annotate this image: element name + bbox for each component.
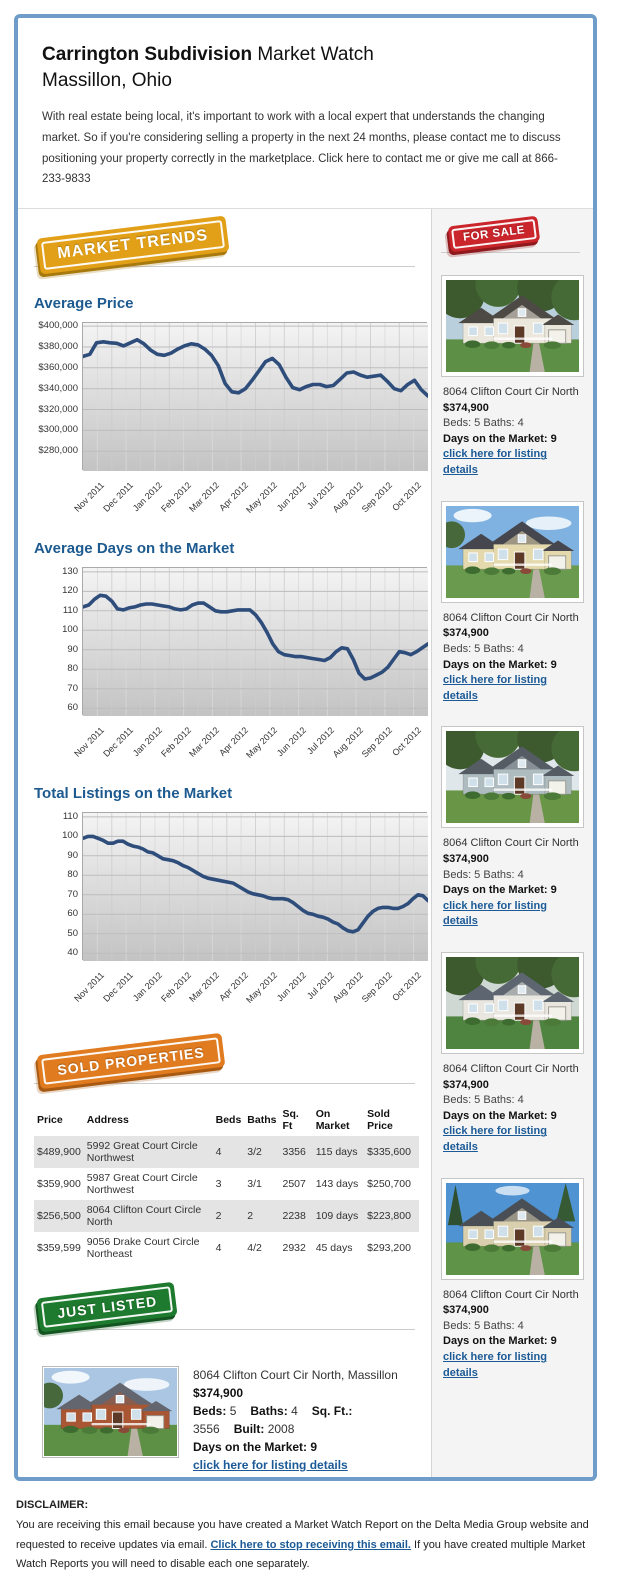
- x-tick-label: Oct 2012: [389, 970, 423, 1003]
- built-value: 2008: [267, 1422, 295, 1437]
- x-tick-label: Mar 2012: [187, 480, 222, 514]
- y-tick-label: 70: [67, 682, 78, 694]
- x-tick-label: Jun 2012: [274, 480, 308, 514]
- beds-value: 5: [229, 1404, 237, 1419]
- y-tick-label: 90: [67, 643, 78, 655]
- col-soldprice: Sold Price: [367, 1108, 393, 1133]
- property-photo[interactable]: [441, 726, 584, 828]
- listing-details: [441, 377, 584, 479]
- newsletter-container: [14, 14, 597, 1481]
- listing-details-link[interactable]: click here for listing details: [443, 674, 547, 702]
- x-tick-label: Dec 2011: [101, 725, 136, 759]
- x-tick-label: Mar 2012: [187, 970, 222, 1004]
- listing-beds-baths: Beds: 5 Baths: 4: [443, 868, 524, 881]
- y-tick-label: $380,000: [38, 341, 78, 352]
- sold-properties-section-header: [34, 1040, 419, 1098]
- cell-address: 9056 Drake Court Circle Northeast: [86, 1236, 200, 1261]
- days-on-market: Days on the Market: 9: [443, 1335, 557, 1348]
- unsubscribe-link[interactable]: Click here to stop receiving this email.: [210, 1538, 411, 1551]
- days-on-market: Days on the Market: 9: [443, 432, 557, 445]
- listing-details: [441, 1054, 584, 1156]
- property-photo[interactable]: [441, 275, 584, 377]
- listing-details: [441, 1280, 584, 1382]
- x-tick-label: Sep 2012: [359, 725, 394, 760]
- x-tick-label: Feb 2012: [158, 970, 193, 1004]
- cell-address: 5992 Great Court Circle Northwest: [84, 1136, 213, 1168]
- built-label: Built:: [233, 1422, 265, 1437]
- just-listed-details: [179, 1366, 411, 1474]
- cell-sqft: 3356: [279, 1136, 312, 1168]
- cell-onmarket: 115 days: [313, 1136, 364, 1168]
- x-tick-label: Aug 2012: [330, 725, 366, 760]
- cell-onmarket: 143 days: [315, 1178, 359, 1191]
- footer-disclaimer: [16, 1496, 604, 1575]
- baths-value: 4: [291, 1404, 298, 1419]
- cell-price: $359,900: [37, 1178, 81, 1191]
- listing-beds-baths: Beds: 5 Baths: 4: [443, 642, 524, 655]
- listing-details-link[interactable]: click here for listing details: [443, 899, 547, 928]
- listing-price: $374,900: [193, 1386, 244, 1401]
- x-tick-label: Aug 2012: [330, 480, 366, 515]
- days-on-market: Days on the Market: 9: [193, 1440, 318, 1455]
- x-axis-labels: [72, 474, 427, 526]
- divider: [441, 252, 580, 253]
- just-listed-badge-label: JUST LISTED: [41, 1286, 174, 1328]
- for-sale-listing: [441, 1178, 584, 1382]
- market-trends-section-header: [34, 223, 419, 281]
- x-tick-label: Jan 2012: [130, 725, 164, 759]
- y-tick-label: 80: [67, 663, 78, 675]
- cell-baths: 3/1: [247, 1178, 262, 1191]
- for-sale-sidebar: [431, 209, 593, 1481]
- divider: [34, 1083, 415, 1084]
- x-axis-labels: [72, 719, 427, 771]
- sold-properties-badge-label: SOLD PROPERTIES: [41, 1037, 221, 1085]
- x-tick-label: Oct 2012: [389, 480, 423, 513]
- x-tick-label: Jan 2012: [130, 480, 164, 514]
- x-tick-label: Mar 2012: [187, 725, 222, 759]
- x-tick-label: Jan 2012: [130, 970, 164, 1004]
- x-tick-label: Nov 2011: [72, 480, 107, 514]
- for-sale-badge: [448, 216, 541, 253]
- y-axis-labels: [34, 567, 78, 715]
- cell-onmarket: 109 days: [313, 1200, 364, 1232]
- sold-properties-table: [34, 1104, 419, 1264]
- x-tick-label: Aug 2012: [330, 970, 366, 1005]
- y-tick-label: 130: [62, 565, 78, 577]
- x-tick-label: Jun 2012: [274, 970, 308, 1004]
- chart-average-days: [34, 565, 423, 771]
- y-tick-label: 70: [67, 888, 78, 900]
- y-tick-label: 80: [67, 869, 78, 881]
- listing-address: 8064 Clifton Court Cir North: [443, 386, 579, 399]
- y-tick-label: 100: [62, 624, 78, 636]
- listing-beds-baths: Beds: 5 Baths: 4: [443, 1319, 524, 1332]
- days-on-market: Days on the Market: 9: [443, 658, 557, 671]
- listing-details-link[interactable]: click here for listing details: [443, 1125, 547, 1154]
- table-row: [34, 1232, 419, 1264]
- disclaimer-text-before: You are receiving this email because you have created a Market Watch Report on the Delta Media Group website and requested to receive updates via email.: [16, 1518, 589, 1551]
- x-tick-label: Oct 2012: [389, 725, 423, 758]
- cell-soldprice: $250,700: [367, 1178, 411, 1191]
- cell-beds: 2: [213, 1200, 245, 1232]
- x-tick-label: Jul 2012: [305, 725, 337, 757]
- cell-baths: 3/2: [244, 1136, 279, 1168]
- x-tick-label: Nov 2011: [72, 970, 107, 1004]
- table-row: [34, 1168, 419, 1200]
- page-subtitle: Massillon, Ohio: [42, 69, 172, 91]
- y-tick-label: 90: [67, 849, 78, 861]
- y-tick-label: $400,000: [38, 320, 78, 332]
- x-tick-label: May 2012: [243, 970, 279, 1006]
- chart-title-average-price: Average Price: [34, 295, 134, 313]
- listing-address: 8064 Clifton Court Cir North: [443, 1063, 579, 1075]
- y-tick-label: 60: [67, 908, 78, 920]
- just-listed-badge: [36, 1282, 178, 1333]
- listing-beds-baths: Beds: 5 Baths: 4: [443, 417, 524, 430]
- y-tick-label: $320,000: [38, 403, 78, 415]
- for-sale-listing: [441, 726, 584, 930]
- for-sale-listing: [441, 275, 584, 479]
- listing-price: $374,900: [443, 1078, 489, 1091]
- page-title: [42, 42, 569, 68]
- cell-beds: 4: [213, 1136, 245, 1168]
- y-tick-label: 40: [67, 947, 78, 959]
- listing-details-link[interactable]: click here for listing details: [443, 1351, 547, 1379]
- disclaimer-label: DISCLAIMER:: [16, 1499, 89, 1511]
- listing-address: 8064 Clifton Court Cir North, Massillon: [193, 1368, 398, 1383]
- x-tick-label: May 2012: [243, 480, 279, 516]
- cell-beds: 3: [215, 1178, 222, 1191]
- main-column: [18, 209, 431, 1481]
- cell-soldprice: $223,800: [364, 1200, 419, 1232]
- cell-soldprice: $335,600: [364, 1136, 419, 1168]
- chart-average-price: [34, 320, 423, 526]
- listing-beds-baths: Beds: 5 Baths: 4: [443, 1094, 524, 1107]
- listing-details-link[interactable]: click here for listing details: [193, 1458, 348, 1473]
- x-tick-label: Jun 2012: [274, 725, 308, 759]
- table-row: [34, 1200, 419, 1232]
- listing-details-link[interactable]: click here for listing details: [443, 448, 547, 477]
- cell-sqft: 2507: [282, 1178, 306, 1191]
- chart-title-average-days: Average Days on the Market: [34, 540, 235, 558]
- market-trends-badge-label: MARKET TRENDS: [41, 220, 225, 270]
- x-tick-label: May 2012: [243, 725, 279, 761]
- col-address: Address: [86, 1114, 129, 1127]
- x-tick-label: Feb 2012: [158, 725, 193, 759]
- property-photo[interactable]: [441, 1178, 584, 1280]
- y-tick-label: 110: [62, 810, 78, 822]
- listing-address: 8064 Clifton Court Cir North: [443, 837, 579, 850]
- property-photo[interactable]: [441, 501, 584, 603]
- y-tick-label: 110: [62, 604, 78, 616]
- x-tick-label: Sep 2012: [359, 480, 394, 515]
- for-sale-listing: [441, 952, 584, 1156]
- cell-baths: 4/2: [247, 1242, 262, 1255]
- property-photo[interactable]: [42, 1366, 179, 1458]
- y-axis-labels: [34, 322, 78, 470]
- listing-price: $374,900: [443, 401, 489, 414]
- cell-sqft: 2932: [282, 1242, 306, 1255]
- y-tick-label: 120: [62, 585, 78, 597]
- listing-price: $374,900: [443, 852, 489, 865]
- content-columns: [18, 208, 593, 1481]
- listing-price: $374,900: [443, 627, 489, 640]
- cell-price: $489,900: [34, 1136, 84, 1168]
- y-tick-label: $360,000: [38, 361, 78, 373]
- listing-address: 8064 Clifton Court Cir North: [443, 1288, 579, 1301]
- cell-beds: 4: [215, 1242, 222, 1255]
- page-title-bold: Carrington Subdivision: [42, 44, 253, 65]
- for-sale-listing: [441, 501, 584, 705]
- y-tick-label: 60: [67, 702, 78, 714]
- days-on-market: Days on the Market: 9: [443, 884, 557, 897]
- cell-address: 8064 Clifton Court Circle North: [84, 1200, 213, 1232]
- cell-soldprice: $293,200: [367, 1242, 411, 1255]
- sold-properties-badge: [37, 1033, 226, 1089]
- listing-details: [441, 603, 584, 705]
- listing-details: [441, 828, 584, 930]
- chart-title-total-listings: Total Listings on the Market: [34, 785, 233, 803]
- x-tick-label: Jul 2012: [305, 480, 337, 512]
- for-sale-badge-label: FOR SALE: [451, 219, 537, 249]
- cell-address: 5987 Great Court Circle Northwest: [86, 1172, 198, 1197]
- listing-specs: [193, 1402, 411, 1438]
- line-chart-svg: [83, 813, 428, 961]
- just-listed-item: [34, 1356, 419, 1481]
- intro-text: With real estate being local, it's important to work with a local expert that understands the changing market. So if you're considering selling a property in the next 24 months, please contact me to discuss positioning your property correctly in the marketplace. Click here to contact me or give me call at 866-233-9833: [42, 111, 561, 186]
- for-sale-section-header: [441, 219, 584, 263]
- x-tick-label: Nov 2011: [72, 725, 107, 759]
- x-axis-labels: [72, 964, 427, 1016]
- x-tick-label: Sep 2012: [359, 970, 394, 1005]
- disclaimer-text-after: If you have created multiple Market Watch Reports you will need to disable each one separately.: [16, 1538, 586, 1571]
- x-tick-label: Apr 2012: [217, 725, 251, 758]
- x-tick-label: Feb 2012: [158, 480, 193, 514]
- y-tick-label: $300,000: [38, 424, 78, 436]
- y-tick-label: 100: [62, 830, 78, 842]
- col-price: Price: [37, 1114, 63, 1127]
- property-photo[interactable]: [441, 952, 584, 1054]
- cell-sqft: 2238: [279, 1200, 312, 1232]
- line-chart-svg: [83, 323, 428, 471]
- sqft-value: 3556: [193, 1422, 220, 1437]
- y-tick-label: 50: [67, 927, 78, 939]
- just-listed-section-header: [34, 1286, 419, 1344]
- col-sqft: Sq. Ft: [282, 1108, 299, 1133]
- x-tick-label: Dec 2011: [101, 480, 136, 514]
- line-chart-svg: [83, 568, 428, 716]
- sqft-label: Sq. Ft.:: [311, 1404, 353, 1419]
- header: [18, 18, 593, 200]
- listing-price: $374,900: [443, 1304, 489, 1317]
- cell-price: $359,599: [37, 1242, 81, 1255]
- table-row: [34, 1136, 419, 1168]
- x-tick-label: Apr 2012: [217, 970, 251, 1003]
- y-tick-label: $280,000: [38, 445, 78, 457]
- plot-area: [82, 567, 427, 715]
- col-baths: Baths: [247, 1114, 277, 1127]
- baths-label: Baths:: [250, 1404, 288, 1419]
- x-tick-label: Dec 2011: [101, 970, 136, 1004]
- y-tick-label: $340,000: [38, 382, 78, 394]
- cell-onmarket: 45 days: [315, 1242, 353, 1255]
- x-tick-label: Jul 2012: [305, 970, 337, 1002]
- y-axis-labels: [34, 812, 78, 960]
- col-beds: Beds: [215, 1114, 242, 1127]
- cell-price: $256,500: [34, 1200, 84, 1232]
- chart-total-listings: [34, 810, 423, 1016]
- table-header-row: [34, 1104, 419, 1136]
- listing-address: 8064 Clifton Court Cir North: [443, 611, 579, 624]
- cell-baths: 2: [244, 1200, 279, 1232]
- divider: [34, 1329, 415, 1330]
- page-title-rest: Market Watch: [252, 44, 374, 65]
- plot-area: [82, 812, 427, 960]
- col-onmarket: On Market: [315, 1108, 350, 1133]
- beds-label: Beds:: [193, 1404, 227, 1419]
- plot-area: [82, 322, 427, 470]
- days-on-market: Days on the Market: 9: [443, 1109, 557, 1122]
- x-tick-label: Apr 2012: [217, 480, 251, 513]
